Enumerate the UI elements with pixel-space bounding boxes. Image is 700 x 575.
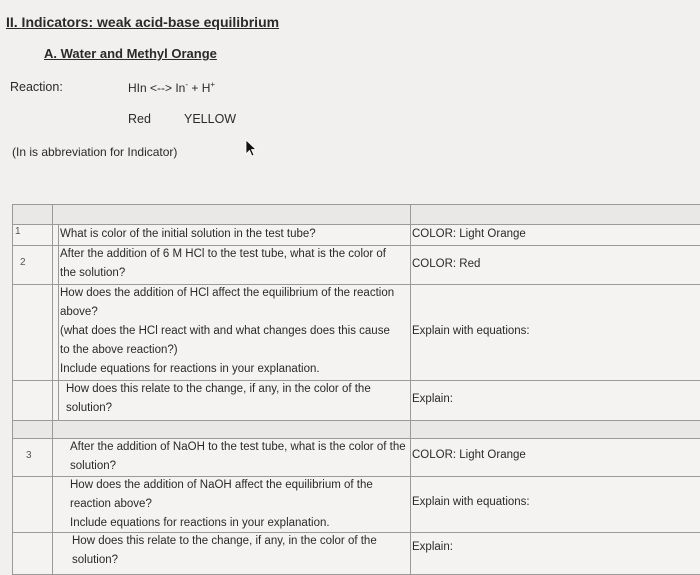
question-line: reaction above? bbox=[70, 498, 152, 510]
answer-naoh-color-relation: Explain: bbox=[412, 541, 453, 553]
row-number: 3 bbox=[26, 450, 32, 461]
section-title: II. Indicators: weak acid-base equilibrium bbox=[6, 14, 280, 30]
subsection-title: A. Water and Methyl Orange bbox=[44, 46, 217, 61]
question-line: solution? bbox=[70, 460, 117, 472]
question-initial-color: What is color of the initial solution in the test tube? bbox=[60, 228, 316, 240]
row-number: 2 bbox=[20, 257, 26, 268]
answer-initial-color: COLOR: Light Orange bbox=[412, 228, 526, 240]
question-line: (what does the HCl react with and what changes does this cause bbox=[60, 325, 390, 337]
question-line: How does this relate to the change, if any, in the color of the bbox=[72, 535, 377, 547]
question-hcl-color bbox=[60, 245, 386, 283]
question-line: After the addition of 6 M HCl to the test tube, what is the color of bbox=[60, 248, 387, 260]
question-line: the solution? bbox=[60, 267, 126, 279]
indicator-note: (In is abbreviation for Indicator) bbox=[12, 145, 178, 159]
question-line: solution? bbox=[66, 402, 113, 414]
answer-hcl-color: COLOR: Red bbox=[412, 258, 481, 270]
answer-hcl-equilibrium: Explain with equations: bbox=[412, 325, 530, 337]
mouse-cursor-icon bbox=[244, 139, 258, 157]
row-number: 1 bbox=[15, 226, 21, 237]
red-color-label: Red bbox=[128, 112, 151, 126]
questions-table bbox=[12, 204, 700, 575]
question-line: Include equations for reactions in your explanation. bbox=[70, 517, 330, 529]
question-naoh-color-relation bbox=[72, 532, 377, 570]
question-line: How does the addition of NaOH affect the equilibrium of the bbox=[70, 479, 373, 491]
answer-naoh-equilibrium: Explain with equations: bbox=[412, 496, 530, 508]
answer-naoh-color: COLOR: Light Orange bbox=[412, 449, 526, 461]
answer-hcl-color-relation: Explain: bbox=[412, 393, 453, 405]
reaction-label: Reaction: bbox=[10, 80, 63, 94]
question-naoh-color bbox=[70, 438, 406, 476]
question-hcl-color-relation bbox=[66, 380, 371, 418]
yellow-color-label: YELLOW bbox=[184, 112, 237, 126]
question-line: How does this relate to the change, if any, in the color of the bbox=[66, 383, 371, 395]
table-section-spacer bbox=[12, 420, 700, 438]
table-header-spacer bbox=[12, 204, 700, 224]
question-line: Include equations for reactions in your explanation. bbox=[60, 363, 320, 375]
minus-superscript: - bbox=[185, 80, 189, 89]
question-line: above? bbox=[60, 306, 98, 318]
question-line: After the addition of NaOH to the test tube, what is the color of the bbox=[70, 441, 406, 453]
question-line: How does the addition of HCl affect the equilibrium of the reaction bbox=[60, 287, 395, 299]
question-line: solution? bbox=[72, 554, 119, 566]
question-line: to the above reaction?) bbox=[60, 344, 178, 356]
question-naoh-equilibrium bbox=[70, 476, 373, 533]
question-hcl-equilibrium bbox=[60, 284, 394, 379]
reaction-equation bbox=[128, 80, 215, 95]
equation-plus: + H bbox=[188, 81, 211, 95]
equation-left: HIn <--> In bbox=[128, 81, 186, 95]
plus-superscript: + bbox=[210, 80, 216, 89]
